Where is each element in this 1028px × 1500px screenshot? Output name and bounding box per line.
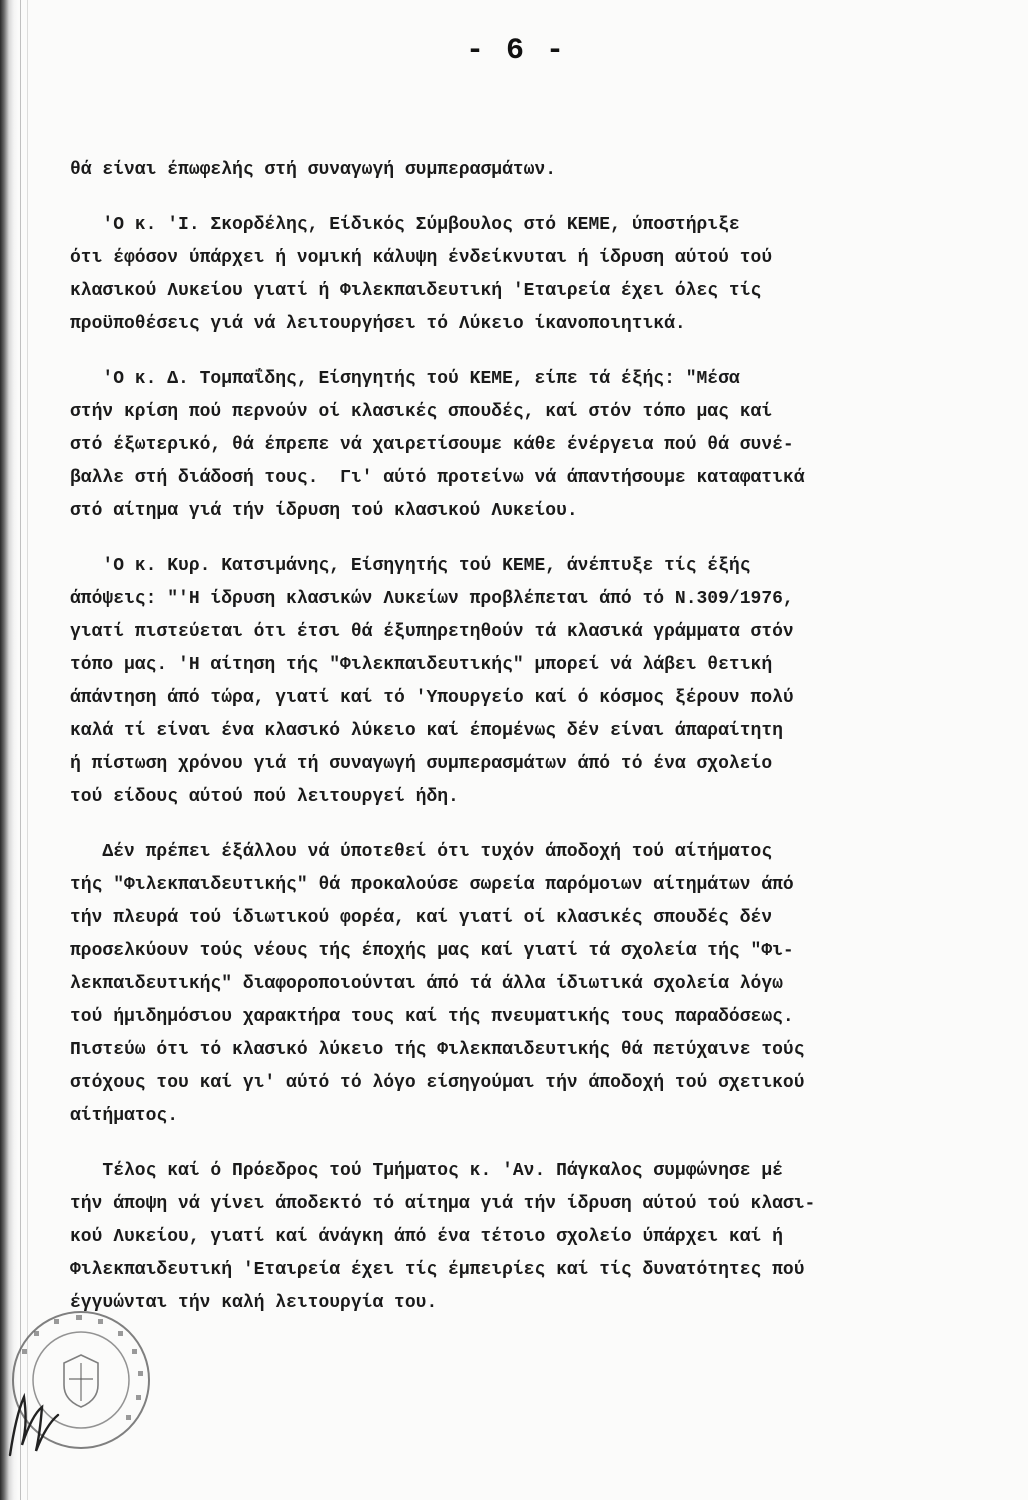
text-line: Δέν πρέπει έξάλλου νά ύποτεθεί ότι τυχόν άποδοχή τού αίτήματος [70,842,773,862]
scan-edge-lines [20,0,28,1500]
paragraph [70,1155,970,1320]
text-line: τήν πλευρά τού ίδιωτικού φορέα, καί γιατί οί κλασικές σπουδές δέν [70,908,773,928]
text-line: ή πίστωση χρόνου γιά τή συναγωγή συμπερασμάτων άπό τό ένα σχολείο [70,754,773,774]
text-line: Πιστεύω ότι τό κλασικό λύκειο τής Φιλεκπαιδευτικής θά πετύχαινε τούς [70,1040,805,1060]
text-line: τόπο μας. 'Η αίτηση τής "Φιλεκπαιδευτικής" μπορεί νά λάβει θετική [70,655,773,675]
text-line: προσελκύουν τούς νέους τής έποχής μας καί γιατί τά σχολεία τής "Φι- [70,941,794,961]
paragraph [70,154,970,187]
text-line: 'Ο κ. Δ. Τομπαΐδης, Είσηγητής τού ΚΕΜΕ, είπε τά έξής: "Μέσα [70,369,740,389]
page-number: - 6 - [465,34,566,68]
text-line: άπόψεις: "'Η ίδρυση κλασικών Λυκείων προβλέπεται άπό τό Ν.309/1976, [70,589,794,609]
text-line: τού είδους αύτού πού λειτουργεί ήδη. [70,787,459,807]
document-body [70,154,970,1320]
text-line: βαλλε στή διάδοσή τους. Γι' αύτό προτείνω νά άπαντήσουμε καταφατικά [70,468,805,488]
text-line: τήν άποψη νά γίνει άποδεκτό τό αίτημα γιά τήν ίδρυση αύτού τού κλασι- [70,1194,816,1214]
text-line: 'Ο κ. Κυρ. Κατσιμάνης, Είσηγητής τού ΚΕΜΕ, άνέπτυξε τίς έξής [70,556,751,576]
text-line: γιατί πιστεύεται ότι έτσι θά έξυπηρετηθούν τά κλασικά γράμματα στόν [70,622,794,642]
paragraph-gap [70,528,970,550]
text-line: Φιλεκπαιδευτική 'Εταιρεία έχει τίς έμπειρίες καί τίς δυνατότητες πού [70,1260,805,1280]
paragraph-gap [70,814,970,836]
paragraph-gap [70,341,970,363]
text-line: στό έξωτερικό, θά έπρεπε νά χαιρετίσουμε κάθε ένέργεια πού θά συνέ- [70,435,794,455]
paragraph-gap [70,1133,970,1155]
text-line: Τέλος καί ό Πρόεδρος τού Τμήματος κ. 'Αν. Πάγκαλος συμφώνησε μέ [70,1161,783,1181]
paragraph-gap [70,187,970,209]
paragraph [70,209,970,341]
paragraph [70,836,970,1133]
paragraph [70,550,970,814]
text-line: ότι έφόσον ύπάρχει ή νομική κάλυψη ένδείκνυται ή ίδρυση αύτού τού [70,248,773,268]
text-line: άπάντηση άπό τώρα, γιατί καί τό 'Υπουργείο καί ό κόσμος ξέρουν πολύ [70,688,794,708]
handwritten-signature [2,1385,72,1465]
text-line: κλασικού Λυκείου γιατί ή Φιλεκπαιδευτική 'Εταιρεία έχει όλες τίς [70,281,762,301]
text-line: καλά τί είναι ένα κλασικό λύκειο καί έπομένως δέν είναι άπαραίτητη [70,721,783,741]
text-line: στήν κρίση πού περνούν οί κλασικές σπουδές, καί στόν τόπο μας καί [70,402,773,422]
text-line: έγγυώνται τήν καλή λειτουργία του. [70,1293,438,1313]
scan-binding-edge [0,0,18,1500]
text-line: λεκπαιδευτικής" διαφοροποιούνται άπό τά άλλα ίδιωτικά σχολεία λόγω [70,974,783,994]
text-line: στό αίτημα γιά τήν ίδρυση τού κλασικού Λυκείου. [70,501,578,521]
text-line: 'Ο κ. 'Ι. Σκορδέλης, Είδικός Σύμβουλος στό ΚΕΜΕ, ύποστήριξε [70,215,740,235]
text-line: προϋποθέσεις γιά νά λειτουργήσει τό Λύκειο ίκανοποιητικά. [70,314,686,334]
text-line: θά είναι έπωφελής στή συναγωγή συμπερασμάτων. [70,160,557,180]
text-line: αίτήματος. [70,1106,179,1126]
text-line: τής "Φιλεκπαιδευτικής" θά προκαλούσε σωρεία παρόμοιων αίτημάτων άπό [70,875,794,895]
text-line: στόχους του καί γι' αύτό τό λόγο είσηγούμαι τήν άποδοχή τού σχετικού [70,1073,805,1093]
paragraph [70,363,970,528]
text-line: κού Λυκείου, γιατί καί άνάγκη άπό ένα τέτοιο σχολείο ύπάρχει καί ή [70,1227,783,1247]
text-line: τού ήμιδημόσιου χαρακτήρα τους καί τής πνευματικής τους παραδόσεως. [70,1007,794,1027]
